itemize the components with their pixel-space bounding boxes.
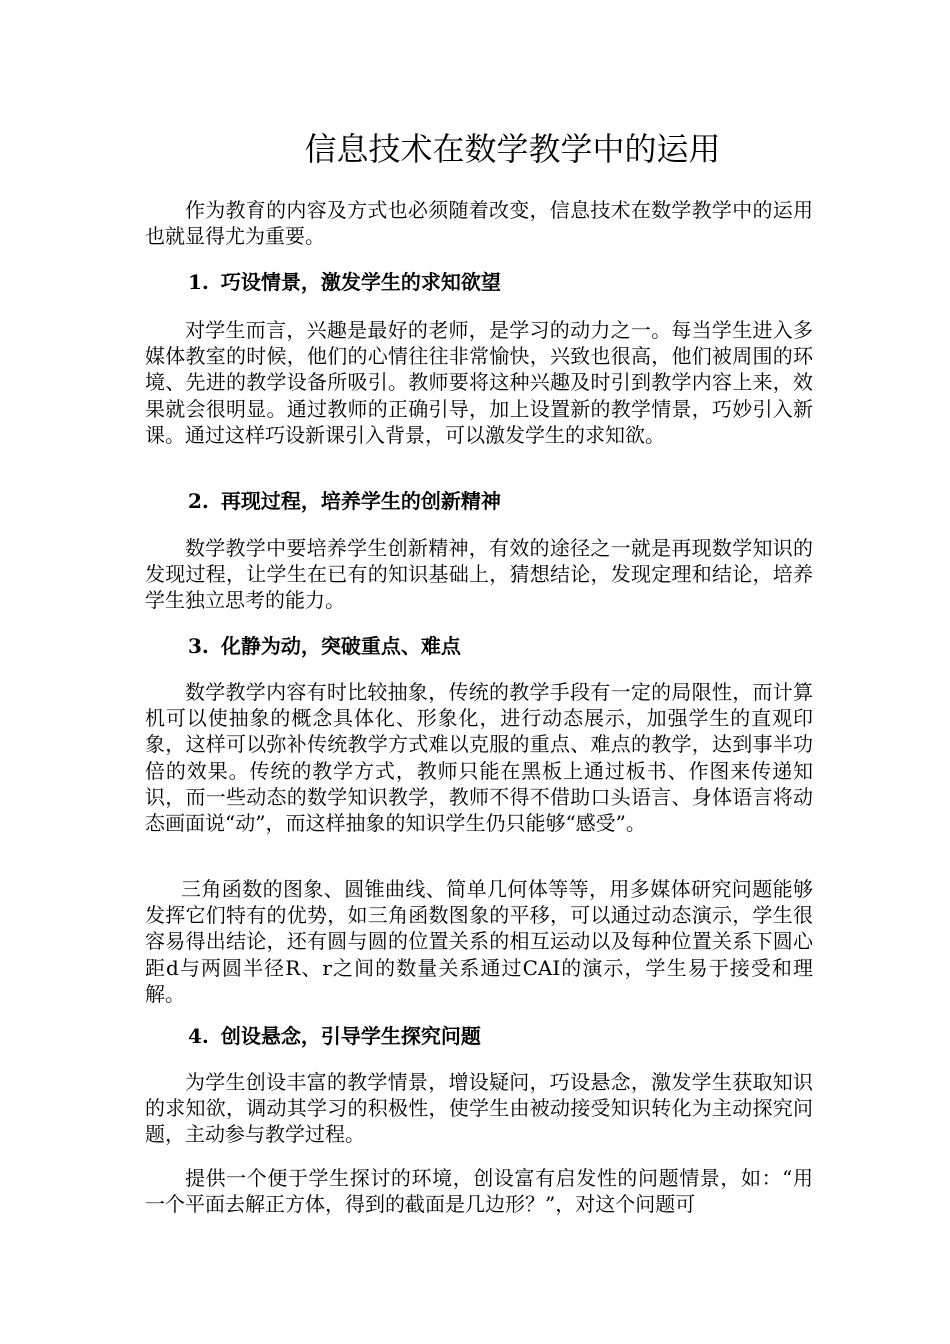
section-1-paragraph-1: 对学生而言，兴趣是最好的老师，是学习的动力之一。每当学生进入多媒体教室的时候，他们的心情往往非常愉快，兴致也很高，他们被周围的环境、先进的教学设备所吸引。教师要将这种兴趣及时引到教学内容上来，效果就会很明显。通过教师的正确引导，加上设置新的教学情景，巧妙引入新课。通过这样巧设新课引入背景，可以激发学生的求知欲。 — [145, 318, 813, 447]
section-heading-4 — [188, 1022, 481, 1050]
section-heading-text: 创设悬念，引导学生探究问题 — [220, 1024, 481, 1048]
section-heading-2 — [188, 487, 501, 515]
section-4-paragraph-1: 为学生创设丰富的教学情景，增设疑问，巧设悬念，激发学生获取知识的求知欲，调动其学习的积极性，使学生由被动接受知识转化为主动探究问题，主动参与教学过程。 — [145, 1070, 813, 1147]
section-number: 4. — [188, 1024, 209, 1048]
section-number: 2. — [188, 489, 209, 513]
section-heading-text: 巧设情景，激发学生的求知欲望 — [220, 270, 501, 294]
section-heading-3 — [188, 632, 461, 660]
section-4-paragraph-2: 提供一个便于学生探讨的环境，创设富有启发性的问题情景，如：“用一个平面去解正方体，得到的截面是几边形？”，对这个问题可 — [145, 1166, 813, 1217]
section-3-paragraph-1: 数学教学内容有时比较抽象，传统的教学手段有一定的局限性，而计算机可以使抽象的概念具体化、形象化，进行动态展示，加强学生的直观印象，这样可以弥补传统教学方式难以克服的重点、难点的教学，达到事半功倍的效果。传统的教学方式，教师只能在黑板上通过板书、作图来传递知识，而一些动态的数学知识教学，教师不得不借助口头语言、身体语言将动态画面说“动”，而这样抽象的知识学生仍只能够“感受”。 — [145, 680, 813, 836]
intro-paragraph: 作为教育的内容及方式也必须随着改变，信息技术在数学教学中的运用也就显得尤为重要。 — [145, 198, 813, 249]
document-title: 信息技术在数学教学中的运用 — [304, 130, 721, 168]
section-3-paragraph-2: 三角函数的图象、圆锥曲线、简单几何体等等，用多媒体研究问题能够发挥它们特有的优势，如三角函数图象的平移，可以通过动态演示，学生很容易得出结论，还有圆与圆的位置关系的相互运动以及每种位置关系下圆心距d与两圆半径R、r之间的数量关系通过CAI的演示，学生易于接受和理解。 — [145, 877, 813, 1006]
section-2-paragraph-1: 数学教学中要培养学生创新精神，有效的途径之一就是再现数学知识的发现过程，让学生在已有的知识基础上，猜想结论，发现定理和结论，培养学生独立思考的能力。 — [145, 536, 813, 613]
section-number: 1. — [188, 270, 209, 294]
section-number: 3. — [188, 634, 209, 658]
section-heading-1 — [188, 268, 501, 296]
section-heading-text: 化静为动，突破重点、难点 — [220, 634, 461, 658]
section-heading-text: 再现过程，培养学生的创新精神 — [220, 489, 501, 513]
